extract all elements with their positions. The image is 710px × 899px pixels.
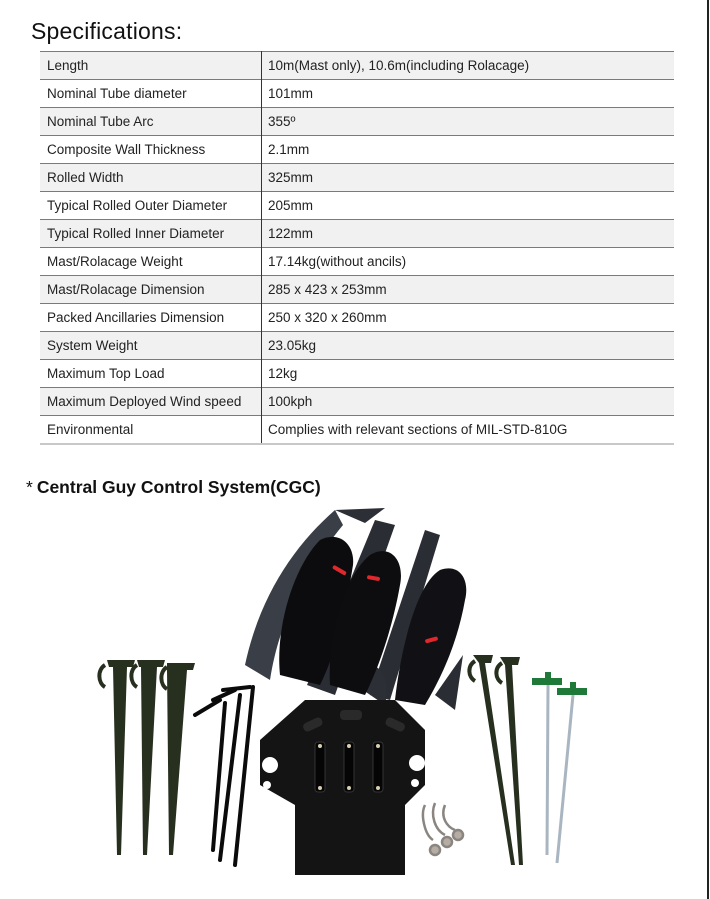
- spec-label: Length: [40, 52, 262, 80]
- spec-row: [40, 388, 674, 416]
- spec-label: Rolled Width: [40, 164, 262, 192]
- spec-row: [40, 52, 674, 80]
- spec-row: [40, 164, 674, 192]
- spec-label: Maximum Deployed Wind speed: [40, 388, 262, 416]
- spec-row: [40, 276, 674, 304]
- spec-value: 250 x 320 x 260mm: [262, 304, 675, 332]
- spec-value: 205mm: [262, 192, 675, 220]
- spec-value: 23.05kg: [262, 332, 675, 360]
- spec-label: Nominal Tube diameter: [40, 80, 262, 108]
- cgc-heading: [26, 477, 321, 498]
- spec-row: [40, 360, 674, 388]
- cgc-kit-photo: [95, 505, 615, 890]
- page-right-border: [707, 0, 709, 899]
- spec-label: Mast/Rolacage Dimension: [40, 276, 262, 304]
- spec-value: 17.14kg(without ancils): [262, 248, 675, 276]
- spec-value: 285 x 423 x 253mm: [262, 276, 675, 304]
- spec-row: [40, 248, 674, 276]
- spec-row: [40, 332, 674, 360]
- page-title: Specifications:: [31, 18, 183, 44]
- spec-label: Typical Rolled Outer Diameter: [40, 192, 262, 220]
- spec-value: 10m(Mast only), 10.6m(including Rolacage): [262, 52, 675, 80]
- spec-value: 355º: [262, 108, 675, 136]
- spec-value: 101mm: [262, 80, 675, 108]
- spec-row: [40, 220, 674, 248]
- spec-label: Environmental: [40, 416, 262, 445]
- spec-label: Mast/Rolacage Weight: [40, 248, 262, 276]
- cgc-heading-text: Central Guy Control System(CGC): [36, 477, 321, 497]
- spec-label: Typical Rolled Inner Diameter: [40, 220, 262, 248]
- spec-value: 122mm: [262, 220, 675, 248]
- spec-row: [40, 192, 674, 220]
- spec-row: [40, 136, 674, 164]
- bullet-asterisk: *: [26, 477, 33, 497]
- spec-row: [40, 108, 674, 136]
- spec-row: [40, 80, 674, 108]
- spec-value: 325mm: [262, 164, 675, 192]
- spec-row: [40, 304, 674, 332]
- spec-label: Packed Ancillaries Dimension: [40, 304, 262, 332]
- spec-value: 2.1mm: [262, 136, 675, 164]
- spec-label: Maximum Top Load: [40, 360, 262, 388]
- spec-value: Complies with relevant sections of MIL-STD-810G: [262, 416, 675, 445]
- specifications-table: [40, 51, 674, 445]
- spec-label: Nominal Tube Arc: [40, 108, 262, 136]
- spec-value: 100kph: [262, 388, 675, 416]
- spec-label: System Weight: [40, 332, 262, 360]
- spec-label: Composite Wall Thickness: [40, 136, 262, 164]
- spec-row: [40, 416, 674, 445]
- spec-value: 12kg: [262, 360, 675, 388]
